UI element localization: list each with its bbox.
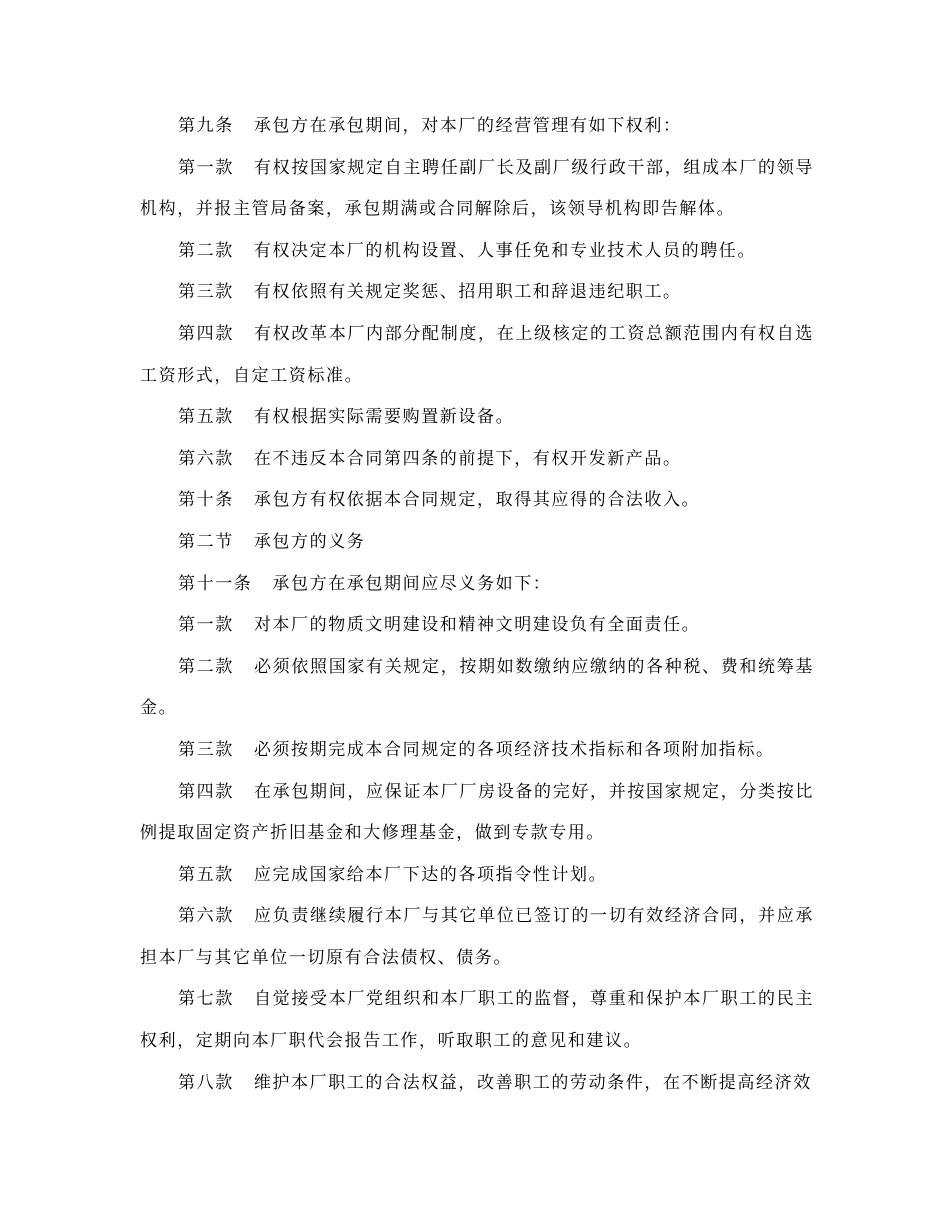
section-heading: [140, 522, 814, 564]
clause-text: 在不违反本合同第四条的前提下，有权开发新产品。: [253, 448, 682, 469]
paragraph: [140, 855, 814, 897]
clause-label: 第八款: [178, 1072, 234, 1093]
clause-text: 有权决定本厂的机构设置、人事任免和专业技术人员的聘任。: [253, 240, 757, 261]
clause-label: 第九条: [178, 116, 234, 136]
document-body: [140, 106, 814, 1104]
clause-text: 应负责继续履行本厂与其它单位已签订的一切有效经济合同，并应承担本厂与其它单位一切原有合法债权、债务。: [140, 906, 814, 968]
clause-label: 第一款: [178, 615, 234, 636]
clause-label: 第十条: [178, 490, 234, 511]
paragraph: [140, 148, 814, 231]
clause-text: 在承包期间，应保证本厂厂房设备的完好，并按国家规定，分类按比例提取固定资产折旧基金和大修理基金，做到专款专用。: [140, 781, 814, 844]
paragraph: [140, 605, 814, 647]
clause-label: 第四款: [178, 323, 235, 344]
clause-text: 承包方有权依据本合同规定，取得其应得的合法收入。: [253, 490, 701, 511]
clause-text: 有权按国家规定自主聘任副厂长及副厂级行政干部，组成本厂的领导机构，并报主管局备案，承包期满或合同解除后，该领导机构即告解体。: [140, 157, 814, 220]
paragraph: [140, 772, 814, 855]
paragraph: [140, 231, 814, 273]
clause-text: 对本厂的物质文明建设和精神文明建设负有全面责任。: [253, 615, 701, 636]
clause-label: 第三款: [178, 282, 234, 303]
paragraph: [140, 480, 814, 522]
clause-text: 有权根据实际需要购置新设备。: [253, 407, 515, 428]
clause-label: 第四款: [178, 781, 235, 802]
paragraph: [140, 979, 814, 1062]
clause-label: 第七款: [178, 989, 235, 1010]
paragraph: [140, 896, 814, 979]
clause-label: 第六款: [178, 906, 235, 927]
clause-text: 自觉接受本厂党组织和本厂职工的监督，尊重和保护本厂职工的民主权利，定期向本厂职代会报告工作，听取职工的意见和建议。: [140, 989, 814, 1052]
paragraph: [140, 647, 814, 730]
paragraph: [140, 439, 814, 481]
clause-text: 有权依照有关规定奖惩、招用职工和辞退违纪职工。: [253, 282, 682, 303]
clause-label: 第五款: [178, 864, 234, 885]
paragraph: [140, 272, 814, 314]
paragraph: [140, 730, 814, 772]
clause-text: 应完成国家给本厂下达的各项指令性计划。: [253, 864, 608, 885]
clause-label: 第一款: [178, 157, 235, 178]
clause-text: 必须按期完成本合同规定的各项经济技术指标和各项附加指标。: [253, 739, 775, 760]
clause-label: 第三款: [178, 739, 234, 760]
clause-text: 承包方在承包期间应尽义务如下：: [272, 573, 552, 594]
clause-label: 第十一条: [178, 573, 253, 594]
clause-text: 有权改革本厂内部分配制度，在上级核定的工资总额范围内有权自选工资形式，自定工资标准。: [140, 323, 814, 386]
clause-label: 第六款: [178, 448, 234, 469]
paragraph: [140, 397, 814, 439]
paragraph: [140, 1063, 814, 1105]
paragraph: [140, 106, 814, 148]
clause-label: 第二款: [178, 240, 234, 261]
section-label: 第二节: [178, 531, 234, 552]
clause-text: 维护本厂职工的合法权益，改善职工的劳动条件，在不断提高经济效: [253, 1072, 812, 1093]
clause-label: 第五款: [178, 407, 234, 428]
section-title: 承包方的义务: [253, 531, 366, 552]
clause-label: 第二款: [178, 656, 235, 677]
clause-text: 承包方在承包期间，对本厂的经营管理有如下权利：: [253, 116, 682, 136]
paragraph: [140, 314, 814, 397]
clause-text: 必须依照国家有关规定，按期如数缴纳应缴纳的各种税、费和统筹基金。: [140, 656, 814, 719]
paragraph: [140, 564, 814, 606]
